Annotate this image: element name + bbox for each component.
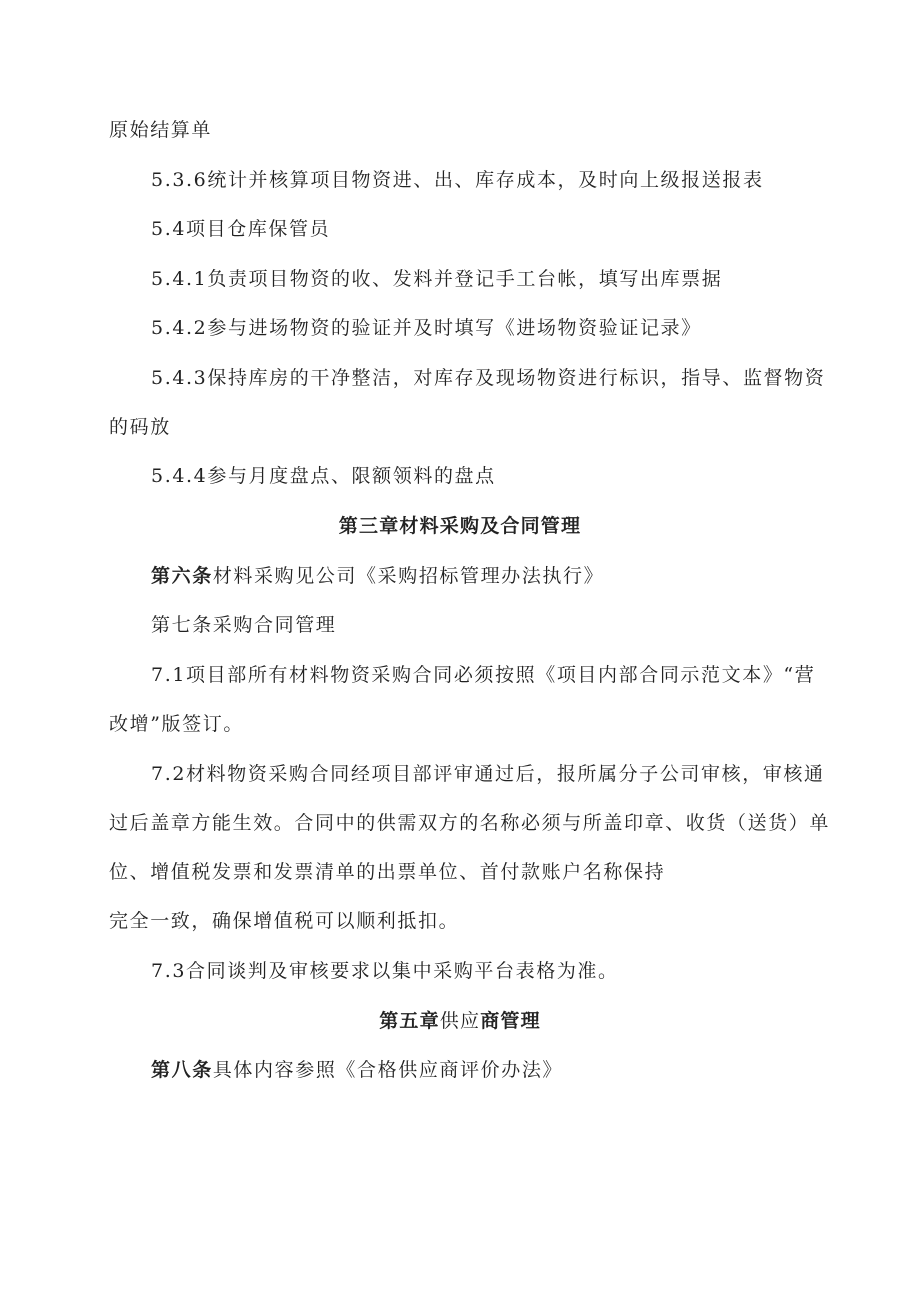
article-8-label: 第八条 [151, 1059, 213, 1081]
chapter-3-heading: 第三章材料采购及合同管理 [338, 515, 582, 537]
article-7-heading: 第七条采购合同管理 [151, 614, 337, 636]
text-line: 完全一致，确保增值税可以顺利抵扣。 [109, 910, 460, 932]
article-8 [151, 1058, 563, 1082]
text-line: 过后盖章方能生效。合同中的供需双方的名称必须与所盖印章、收货（送货）单 [109, 812, 831, 834]
article-6-label: 第六条 [151, 565, 213, 587]
text-line: 改增”版签订。 [109, 713, 244, 735]
text-line: 5.4项目仓库保管员 [151, 218, 331, 240]
text-line: 5.4.4参与月度盘点、限额领料的盘点 [151, 465, 496, 487]
chapter-5-title-part: 供应 [439, 1010, 481, 1032]
text-line: 位、增值税发票和发票清单的出票单位、首付款账户名称保持 [109, 861, 666, 883]
text-line: 5.4.3保持库房的干净整洁，对库存及现场物资进行标识，指导、监督物资 [151, 367, 826, 389]
article-8-text: 具体内容参照《合格供应商评价办法》 [212, 1059, 564, 1081]
chapter-5-title-part: 第五章 [379, 1010, 440, 1032]
text-line: 7.3合同谈判及审核要求以集中采购平台表格为准。 [151, 960, 619, 982]
article-6-text: 材料采购见公司《采购招标管理办法执行》 [212, 565, 605, 587]
article-6 [151, 564, 604, 588]
text-line: 的码放 [109, 416, 171, 438]
text-line: 5.3.6统计并核算项目物资进、出、库存成本，及时向上级报送报表 [151, 169, 764, 191]
text-line: 原始结算单 [109, 119, 213, 141]
text-line: 5.4.1负责项目物资的收、发料并登记手工台帐，填写出库票据 [151, 268, 723, 290]
text-line: 5.4.2参与进场物资的验证并及时填写《进场物资验证记录》 [151, 317, 702, 339]
chapter-5-title-part: 商管理 [480, 1010, 541, 1032]
text-line: 7.2材料物资采购合同经项目部评审通过后，报所属分子公司审核，审核通 [151, 763, 825, 785]
text-line: 7.1项目部所有材料物资采购合同必须按照《项目内部合同示范文本》“营 [151, 664, 816, 686]
chapter-5-heading [0, 1009, 920, 1033]
